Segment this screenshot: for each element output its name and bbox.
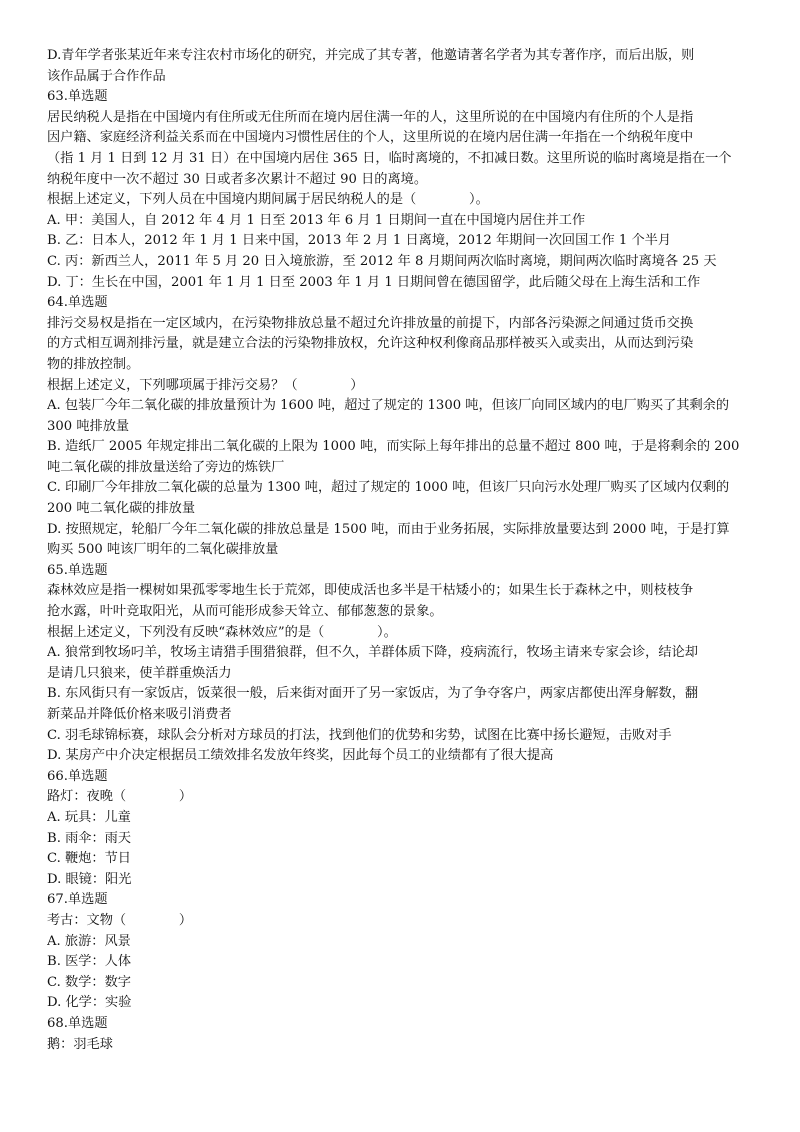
q62-option-d-line-1: D.青年学者张某近年来专注农村市场化的研究，并完成了其专著，他邀请著名学者为其专著作序，而后出版，则 — [47, 48, 695, 63]
q66-option-a: A. 玩具：儿童 — [47, 809, 131, 825]
q64-header: 64.单选题 — [47, 295, 108, 311]
q65-definition-line-1: 森林效应是指一棵树如果孤零零地生长于荒郊，即使成活也多半是干枯矮小的；如果生长于森林之中，则枝枝争 — [47, 583, 694, 599]
q63-definition-line-4: 纳税年度中一次不超过 30 日或者多次累计不超过 90 日的离境。 — [47, 171, 428, 187]
q64-question: 根据上述定义，下列哪项属于排污交易？（ ） — [47, 377, 364, 393]
q64-definition-line-2: 的方式相互调剂排污量，就是建立合法的污染物排放权，允许这种权利像商品那样被买入或卖出，从而达到污染 — [47, 336, 694, 352]
q65-option-b-line-2: 新菜品并降低价格来吸引消费者 — [47, 707, 232, 722]
q67-question: 考古：文物（ ） — [47, 912, 193, 928]
q65-option-d: D. 某房产中介决定根据员工绩效排名发放年终奖，因此每个员工的业绩都有了很大提高 — [47, 748, 554, 764]
q63-definition-line-3: （指 1 月 1 日到 12 月 31 日）在中国境内居住 365 日，临时离境的，不扣减日数。这里所说的临时离境是指在一个 — [47, 150, 732, 166]
q63-option-d: D. 丁：生长在中国，2001 年 1 月 1 日至 2003 年 1 月 1 日期间曾在德国留学，此后随父母在上海生活和工作 — [47, 274, 701, 290]
q66-option-b: B. 雨伞：雨天 — [47, 830, 132, 846]
q67-option-b: B. 医学：人体 — [47, 954, 132, 970]
q66-option-c: C. 鞭炮：节日 — [47, 851, 131, 867]
q64-option-a-line-2: 300 吨排放量 — [47, 418, 130, 434]
q63-option-a: A. 甲：美国人，自 2012 年 4 月 1 日至 2013 年 6 月 1 日期间一直在中国境内居住并工作 — [47, 212, 586, 228]
q63-definition-line-1: 居民纳税人是指在中国境内有住所或无住所而在境内居住满一年的人，这里所说的在中国境内有住所的个人是指 — [47, 109, 694, 125]
q64-definition-line-3: 物的排放控制。 — [47, 356, 140, 372]
q68-question: 鹅：羽毛球 — [47, 1036, 113, 1052]
q63-question: 根据上述定义，下列人员在中国境内期间属于居民纳税人的是（ ）。 — [47, 192, 489, 208]
q63-option-c: C. 丙：新西兰人，2011 年 5 月 20 日入境旅游，至 2012 年 8 月期间两次临时离境，期间两次临时离境各 25 天 — [47, 253, 717, 269]
q66-question: 路灯：夜晚（ ） — [47, 789, 193, 805]
q64-option-c-line-2: 200 吨二氧化碳的排放量 — [47, 501, 196, 517]
q65-option-b-line-1: B. 东风街只有一家饭店，饭菜很一般，后来街对面开了另一家饭店，为了争夺客户，两家店都使出浑身解数，翻 — [47, 686, 699, 702]
q64-option-c-line-1: C. 印刷厂今年排放二氧化碳的总量为 1300 吨，超过了规定的 1000 吨，但该厂只向污水处理厂购买了区域内仅剩的 — [47, 480, 730, 496]
q65-question: 根据上述定义，下列没有反映“森林效应”的是（ ）。 — [47, 624, 397, 640]
q64-definition-line-1: 排污交易权是指在一定区域内，在污染物排放总量不超过允许排放量的前提下，内部各污染源之间通过货币交换 — [47, 315, 694, 331]
q66-option-d: D. 眼镜：阳光 — [47, 871, 132, 887]
q65-option-a-line-1: A. 狼常到牧场叼羊，牧场主请猎手围猎狼群，但不久，羊群体质下降，疫病流行，牧场主请来专家会诊，结论却 — [47, 645, 698, 661]
q65-option-c: C. 羽毛球锦标赛，球队会分析对方球员的打法，找到他们的优势和劣势，试图在比赛中扬长避短，击败对手 — [47, 727, 672, 743]
q64-option-d-line-1: D. 按照规定，轮船厂今年二氧化碳的排放总量是 1500 吨，而由于业务拓展，实际排放量要达到 2000 吨，于是打算 — [47, 521, 730, 537]
q67-option-c: C. 数学：数字 — [47, 974, 131, 990]
q63-option-b: B. 乙：日本人，2012 年 1 月 1 日来中国，2013 年 2 月 1 日离境，2012 年期间一次回国工作 1 个半月 — [47, 233, 672, 249]
q63-header: 63.单选题 — [47, 89, 108, 105]
q64-option-b-line-1: B. 造纸厂 2005 年规定排出二氧化碳的上限为 1000 吨，而实际上每年排出的总量不超过 800 吨，于是将剩余的 200 — [47, 439, 740, 455]
q66-header: 66.单选题 — [47, 768, 108, 784]
q67-option-a: A. 旅游：风景 — [47, 933, 131, 949]
q67-option-d: D. 化学：实验 — [47, 995, 132, 1011]
document-page — [47, 46, 759, 1055]
q67-header: 67.单选题 — [47, 892, 108, 908]
q65-option-a-line-2: 是请几只狼来，使羊群重焕活力 — [47, 665, 232, 681]
q65-header: 65.单选题 — [47, 562, 108, 578]
q65-definition-line-2: 抢水露，叶叶竞取阳光，从而可能形成参天耸立、郁郁葱葱的景象。 — [47, 604, 443, 620]
q64-option-a-line-1: A. 包装厂今年二氧化碳的排放量预计为 1600 吨，超过了规定的 1300 吨，但该厂向同区域内的电厂购买了其剩余的 — [47, 398, 730, 414]
q63-definition-line-2: 因户籍、家庭经济利益关系而在中国境内习惯性居住的个人，这里所说的在境内居住满一年指在一个纳税年度中 — [47, 130, 694, 146]
q64-option-b-line-2: 吨二氧化碳的排放量送给了旁边的炼铁厂 — [47, 459, 285, 475]
q68-header: 68.单选题 — [47, 1015, 108, 1031]
q64-option-d-line-2: 购买 500 吨该厂明年的二氧化碳排放量 — [47, 542, 279, 558]
q62-option-d-line-2: 该作品属于合作作品 — [47, 68, 166, 84]
